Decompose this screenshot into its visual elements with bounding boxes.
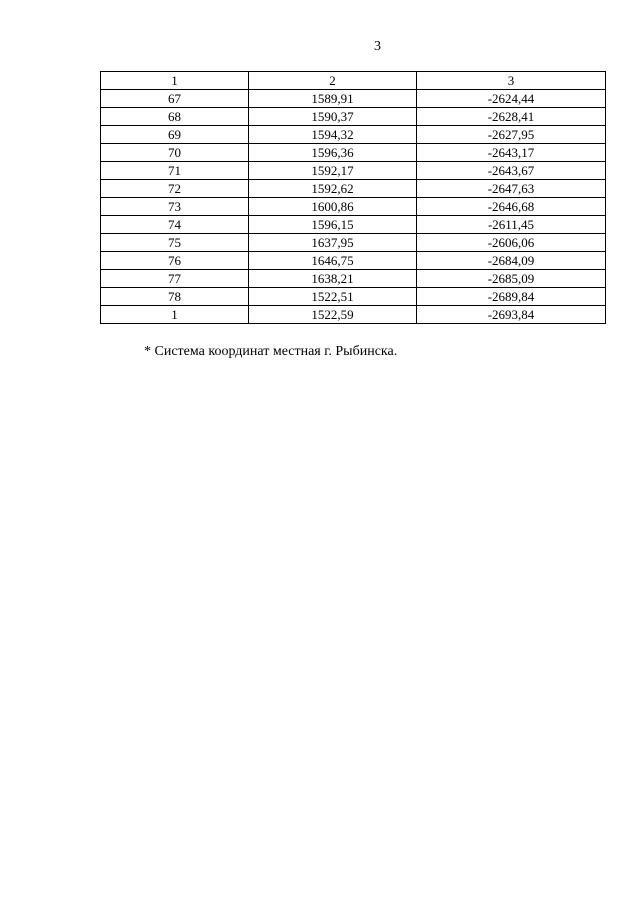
column-header-y: 3: [417, 72, 606, 90]
y-coordinate-cell: -2684,09: [417, 252, 606, 270]
table-row: [101, 180, 606, 198]
column-header-x: 2: [249, 72, 417, 90]
point-number-cell: 1: [101, 306, 249, 324]
point-number-cell: 74: [101, 216, 249, 234]
x-coordinate-cell: 1596,15: [249, 216, 417, 234]
table-row: [101, 252, 606, 270]
table-row: [101, 108, 606, 126]
point-number-cell: 68: [101, 108, 249, 126]
y-coordinate-cell: -2643,67: [417, 162, 606, 180]
table-row: [101, 306, 606, 324]
y-coordinate-cell: -2646,68: [417, 198, 606, 216]
table-row: [101, 288, 606, 306]
x-coordinate-cell: 1600,86: [249, 198, 417, 216]
y-coordinate-cell: -2624,44: [417, 90, 606, 108]
table-header-row: [101, 72, 606, 90]
point-number-cell: 70: [101, 144, 249, 162]
table-body: [101, 72, 606, 324]
table-row: [101, 144, 606, 162]
point-number-cell: 73: [101, 198, 249, 216]
point-number-cell: 77: [101, 270, 249, 288]
table-row: [101, 90, 606, 108]
point-number-cell: 72: [101, 180, 249, 198]
point-number-cell: 76: [101, 252, 249, 270]
x-coordinate-cell: 1646,75: [249, 252, 417, 270]
table-row: [101, 126, 606, 144]
x-coordinate-cell: 1592,62: [249, 180, 417, 198]
table-row: [101, 216, 606, 234]
point-number-cell: 75: [101, 234, 249, 252]
x-coordinate-cell: 1592,17: [249, 162, 417, 180]
table-row: [101, 270, 606, 288]
y-coordinate-cell: -2611,45: [417, 216, 606, 234]
point-number-cell: 67: [101, 90, 249, 108]
x-coordinate-cell: 1638,21: [249, 270, 417, 288]
y-coordinate-cell: -2647,63: [417, 180, 606, 198]
y-coordinate-cell: -2627,95: [417, 126, 606, 144]
x-coordinate-cell: 1522,59: [249, 306, 417, 324]
point-number-cell: 78: [101, 288, 249, 306]
page-number: 3: [374, 39, 381, 54]
y-coordinate-cell: -2643,17: [417, 144, 606, 162]
point-number-cell: 71: [101, 162, 249, 180]
table-row: [101, 234, 606, 252]
y-coordinate-cell: -2693,84: [417, 306, 606, 324]
table-row: [101, 198, 606, 216]
x-coordinate-cell: 1596,36: [249, 144, 417, 162]
coordinates-table: [100, 71, 606, 324]
x-coordinate-cell: 1594,32: [249, 126, 417, 144]
y-coordinate-cell: -2685,09: [417, 270, 606, 288]
footnote: * Система координат местная г. Рыбинска.: [144, 344, 398, 359]
y-coordinate-cell: -2628,41: [417, 108, 606, 126]
x-coordinate-cell: 1590,37: [249, 108, 417, 126]
table-row: [101, 162, 606, 180]
column-header-point: 1: [101, 72, 249, 90]
x-coordinate-cell: 1637,95: [249, 234, 417, 252]
y-coordinate-cell: -2606,06: [417, 234, 606, 252]
point-number-cell: 69: [101, 126, 249, 144]
y-coordinate-cell: -2689,84: [417, 288, 606, 306]
x-coordinate-cell: 1589,91: [249, 90, 417, 108]
x-coordinate-cell: 1522,51: [249, 288, 417, 306]
